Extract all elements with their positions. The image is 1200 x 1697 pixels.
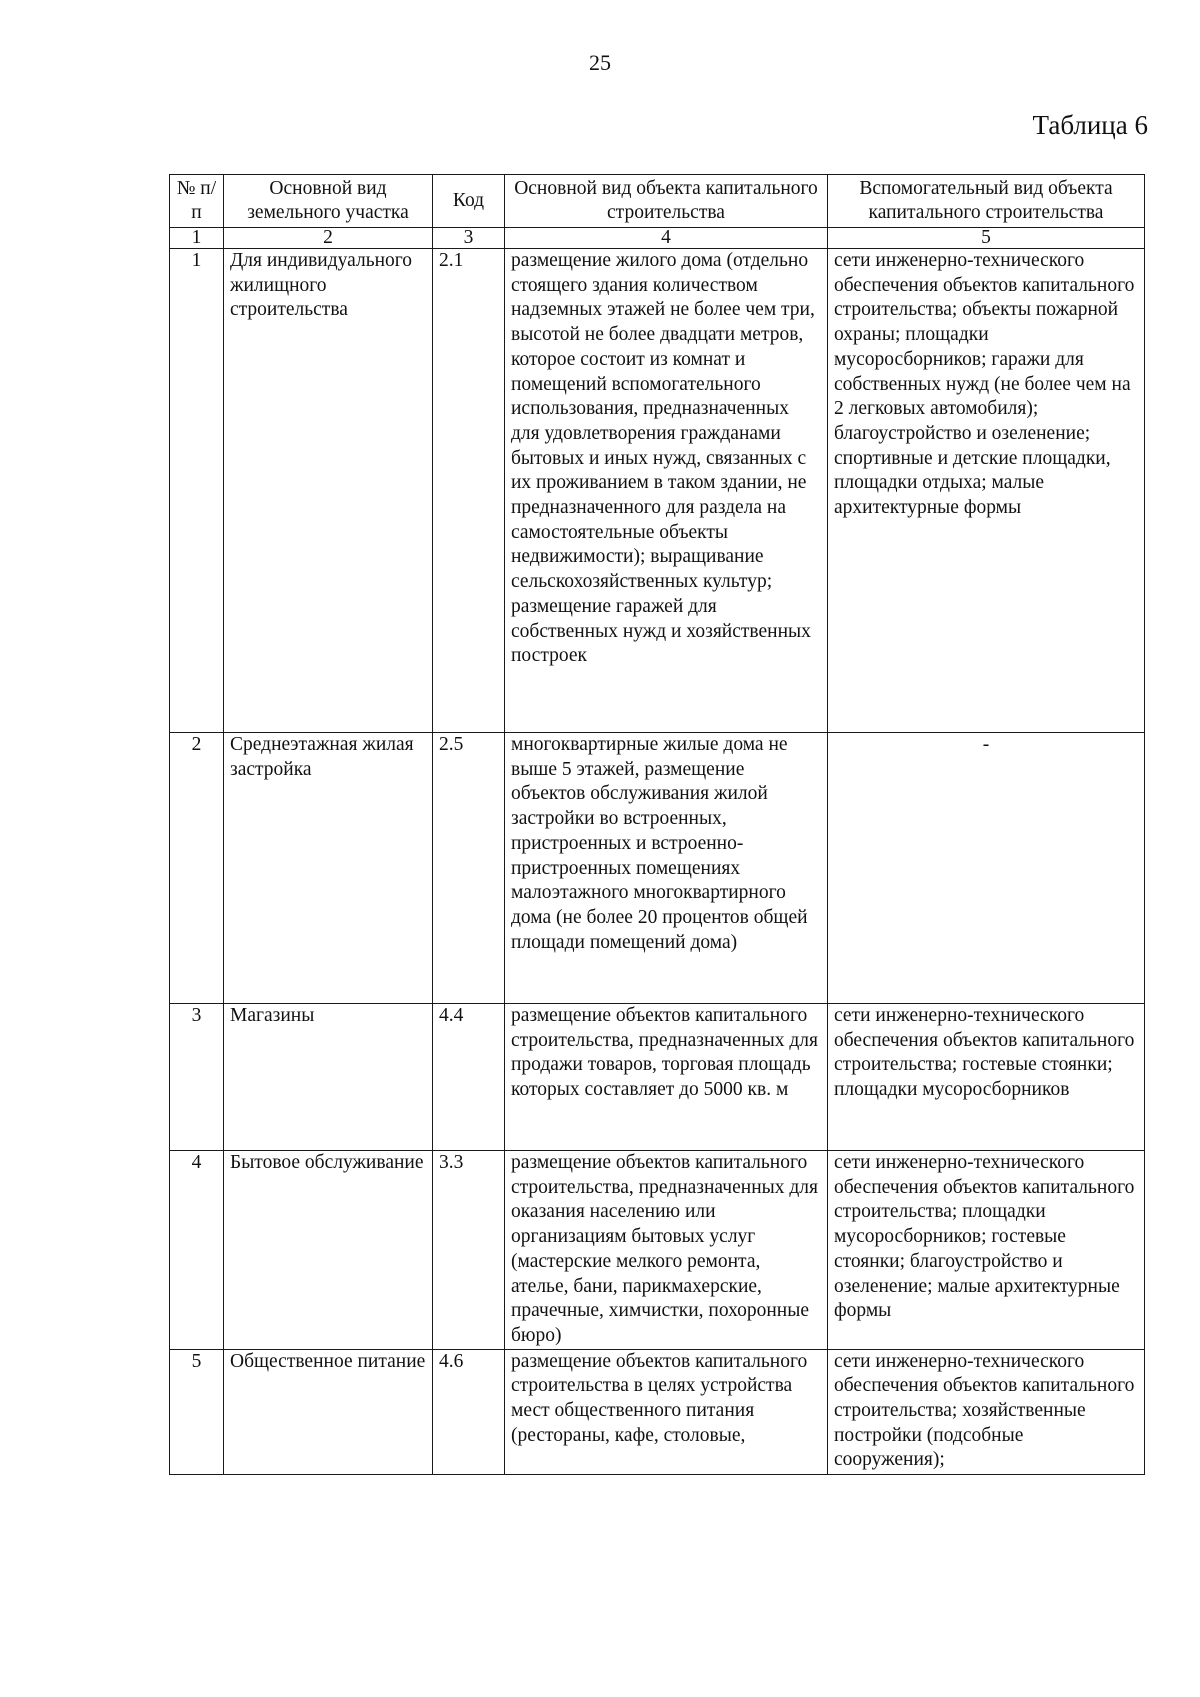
header-main-object: Основной вид объекта капитального строительства bbox=[505, 175, 828, 228]
column-number: 1 bbox=[170, 228, 224, 249]
row-number: 3 bbox=[170, 1004, 224, 1151]
column-number: 3 bbox=[433, 228, 505, 249]
zoning-table bbox=[169, 174, 1145, 1475]
column-number: 5 bbox=[828, 228, 1145, 249]
table-row bbox=[170, 1349, 1145, 1474]
aux-object-type: сети инженерно-технического обеспечения объектов капитального строительства; гостевые стоянки; площадки мусоросборников bbox=[828, 1004, 1145, 1151]
land-use-type: Магазины bbox=[224, 1004, 433, 1151]
use-code: 3.3 bbox=[433, 1151, 505, 1350]
land-use-type: Среднеэтажная жилая застройка bbox=[224, 733, 433, 1004]
table-row bbox=[170, 733, 1145, 1004]
header-code: Код bbox=[433, 175, 505, 228]
use-code: 2.1 bbox=[433, 249, 505, 733]
header-row bbox=[170, 175, 1145, 228]
main-object-type: размещение объектов капитального строительства, предназначенных для оказания населению или организациям бытовых услуг (мастерские мелкого ремонта, ателье, бани, парикмахерские, прачечные, химчистки, похоронные бюро) bbox=[505, 1151, 828, 1350]
land-use-type: Общественное питание bbox=[224, 1349, 433, 1474]
use-code: 4.4 bbox=[433, 1004, 505, 1151]
table-row bbox=[170, 1151, 1145, 1350]
aux-object-type: - bbox=[828, 733, 1145, 1004]
table-caption: Таблица 6 bbox=[1032, 110, 1148, 140]
row-number: 2 bbox=[170, 733, 224, 1004]
main-object-type: размещение объектов капитального строительства в целях устройства мест общественного питания (рестораны, кафе, столовые, bbox=[505, 1349, 828, 1474]
land-use-type: Бытовое обслуживание bbox=[224, 1151, 433, 1350]
header-aux-object: Вспомогательный вид объекта капитального строительства bbox=[828, 175, 1145, 228]
column-number: 4 bbox=[505, 228, 828, 249]
land-use-type: Для индивидуального жилищного строительства bbox=[224, 249, 433, 733]
use-code: 2.5 bbox=[433, 733, 505, 1004]
main-object-type: многоквартирные жилые дома не выше 5 этажей, размещение объектов обслуживания жилой застройки во встроенных, пристроенных и встроенно-пристроенных помещениях малоэтажного многоквартирного дома (не более 20 процентов общей площади помещений дома) bbox=[505, 733, 828, 1004]
row-number: 5 bbox=[170, 1349, 224, 1474]
row-number: 4 bbox=[170, 1151, 224, 1350]
column-number: 2 bbox=[224, 228, 433, 249]
column-numbers-row bbox=[170, 228, 1145, 249]
main-object-type: размещение объектов капитального строительства, предназначенных для продажи товаров, торговая площадь которых составляет до 5000 кв. м bbox=[505, 1004, 828, 1151]
use-code: 4.6 bbox=[433, 1349, 505, 1474]
aux-object-type: сети инженерно-технического обеспечения объектов капитального строительства; площадки мусоросборников; гостевые стоянки; благоустройство и озеленение; малые архитектурные формы bbox=[828, 1151, 1145, 1350]
table-row bbox=[170, 249, 1145, 733]
aux-object-type: сети инженерно-технического обеспечения объектов капитального строительства; объекты пожарной охраны; площадки мусоросборников; гаражи для собственных нужд (не более чем на 2 легковых автомобиля); благоустройство и озеленение; спортивные и детские площадки, площадки отдыха; малые архитектурные формы bbox=[828, 249, 1145, 733]
aux-object-type: сети инженерно-технического обеспечения объектов капитального строительства; хозяйственные постройки (подсобные сооружения); bbox=[828, 1349, 1145, 1474]
header-land-use: Основной вид земельного участка bbox=[224, 175, 433, 228]
main-object-type: размещение жилого дома (отдельно стоящего здания количеством надземных этажей не более чем три, высотой не более двадцати метров, которое состоит из комнат и помещений вспомогательного использования, предназначенных для удовлетворения гражданами бытовых и иных нужд, связанных с их проживанием в таком здании, не предназначенного для раздела на самостоятельные объекты недвижимости); выращивание сельскохозяйственных культур; размещение гаражей для собственных нужд и хозяйственных построек bbox=[505, 249, 828, 733]
table-row bbox=[170, 1004, 1145, 1151]
page-number: 25 bbox=[589, 50, 611, 75]
header-num: № п/п bbox=[170, 175, 224, 228]
row-number: 1 bbox=[170, 249, 224, 733]
